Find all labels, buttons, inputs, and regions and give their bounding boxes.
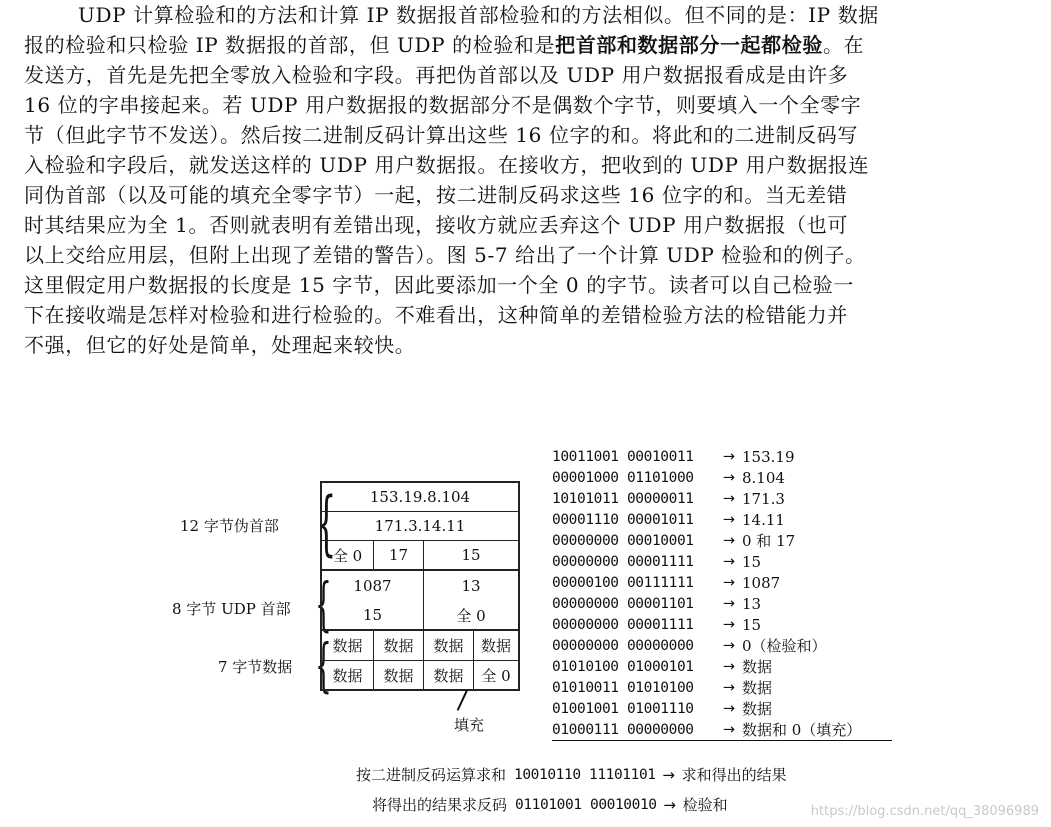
result: 检验和 xyxy=(682,796,728,814)
complement-label: 将得出的结果求反码 xyxy=(372,796,508,814)
complement-row xyxy=(372,794,728,815)
bits: 10010110 11101101 xyxy=(514,766,656,783)
label-data: 7 字节数据 xyxy=(218,658,293,676)
bits: 10011001 00010011 xyxy=(552,448,694,465)
calc-row xyxy=(552,656,772,677)
arrow-icon: → xyxy=(662,765,675,784)
pointer-line xyxy=(457,690,468,711)
cell-src-ip: 153.19.8.104 xyxy=(322,483,518,512)
calc-row xyxy=(552,677,772,698)
cell-dst-port: 13 xyxy=(461,577,481,595)
cell-length: 15 xyxy=(424,541,518,571)
arrow-icon: → xyxy=(722,595,736,612)
cell-pad: 全 0 xyxy=(481,666,511,685)
text-line: 不强，但它的好处是简单，处理起来较快。 xyxy=(24,333,416,357)
brace-udp-header: { xyxy=(315,570,332,638)
calc-row xyxy=(552,446,795,467)
result: 153.19 xyxy=(742,447,795,466)
bits: 00000000 00001111 xyxy=(552,553,694,570)
calc-row xyxy=(552,635,827,656)
cell-data: 数据 xyxy=(374,631,424,661)
result: 求和得出的结果 xyxy=(681,766,787,784)
brace-pseudo-header: { xyxy=(316,482,337,564)
result: 15 xyxy=(742,552,762,571)
result: 8.104 xyxy=(742,468,785,487)
text-line xyxy=(24,30,864,60)
arrow-icon: → xyxy=(722,637,736,654)
text-line: 发送方，首先是先把全零放入检验和字段。再把伪首部以及 UDP 用户数据报看成是由许多 xyxy=(24,63,849,87)
result: 0（检验和） xyxy=(742,637,827,655)
result: 1087 xyxy=(742,573,781,592)
arrow-icon: → xyxy=(722,448,736,465)
calc-row xyxy=(552,593,761,614)
label-padding: 填充 xyxy=(454,716,485,734)
result: 14.11 xyxy=(742,510,785,529)
bits: 01001001 01001110 xyxy=(552,700,694,717)
cell-data: 数据 xyxy=(424,661,474,689)
calc-row xyxy=(552,530,795,551)
arrow-icon: → xyxy=(663,795,676,814)
cell-udp-length: 15 xyxy=(322,601,424,631)
arrow-icon: → xyxy=(722,574,736,591)
brace-data: { xyxy=(315,631,332,699)
arrow-icon: → xyxy=(722,553,736,570)
cell-checksum: 全 0 xyxy=(424,601,518,631)
calc-row xyxy=(552,572,780,593)
sum-label: 按二进制反码运算求和 xyxy=(356,766,507,784)
bits: 00000000 00001111 xyxy=(552,616,694,633)
arrow-icon: → xyxy=(722,490,736,507)
arrow-icon: → xyxy=(722,679,736,696)
calc-row xyxy=(552,509,785,530)
bold-text: 把首部和数据部分一起都检验 xyxy=(555,33,823,57)
cell-data: 数据 xyxy=(322,631,374,661)
cell-data: 数据 xyxy=(424,631,474,661)
text-line: 同伪首部（以及可能的填充全零字节）一起，按二进制反码求这些 16 位字的和。当无差错 xyxy=(24,183,848,207)
text-line: 16 位的字串接起来。若 UDP 用户数据报的数据部分不是偶数个字节，则要填入一个全零字 xyxy=(24,93,862,117)
calc-row xyxy=(552,467,785,488)
cell-protocol: 17 xyxy=(374,541,424,571)
text-line: UDP 计算检验和的方法和计算 IP 数据报首部检验和的方法相似。但不同的是：IP 数据 xyxy=(78,3,879,27)
cell-zero: 全 0 xyxy=(322,541,374,571)
sum-row xyxy=(356,764,787,785)
sum-divider xyxy=(552,740,892,741)
result: 数据 xyxy=(742,700,773,718)
bits: 00000100 00111111 xyxy=(552,574,694,591)
watermark: https://blog.csdn.net/qq_38096989 xyxy=(810,804,1039,819)
text-line: 下在接收端是怎样对检验和进行检验的。不难看出，这种简单的差错检验方法的检错能力并 xyxy=(24,303,848,327)
arrow-icon: → xyxy=(722,511,736,528)
bits: 01010100 01000101 xyxy=(552,658,694,675)
text-line: 以上交给应用层，但附上出现了差错的警告）。图 5-7 给出了一个计算 UDP 检验和的例子。 xyxy=(24,243,866,267)
cell-data: 数据 xyxy=(474,631,518,661)
result: 数据 xyxy=(742,658,773,676)
bits: 10101011 00000011 xyxy=(552,490,694,507)
arrow-icon: → xyxy=(722,700,736,717)
bits: 01010011 01010100 xyxy=(552,679,694,696)
arrow-icon: → xyxy=(722,721,736,738)
text-line: 入检验和字段后，就发送这样的 UDP 用户数据报。在接收方，把收到的 UDP 用户数据报连 xyxy=(24,153,870,177)
cell-data: 数据 xyxy=(374,661,424,689)
text-span: 。在 xyxy=(822,33,865,57)
calc-row xyxy=(552,614,761,635)
text-line: 节（但此字节不发送）。然后按二进制反码计算出这些 16 位字的和。将此和的二进制反码写 xyxy=(24,123,858,147)
packet-table xyxy=(320,481,520,691)
cell-dst-ip: 171.3.14.11 xyxy=(322,512,518,541)
arrow-icon: → xyxy=(722,616,736,633)
arrow-icon: → xyxy=(722,469,736,486)
cell-data: 数据 xyxy=(322,661,374,689)
result: 数据和 0（填充） xyxy=(742,721,862,739)
text-span: 报的检验和只检验 IP 数据报的首部，但 UDP 的检验和是 xyxy=(24,33,556,57)
bits: 00000000 00000000 xyxy=(552,637,694,654)
bits: 00000000 00010001 xyxy=(552,532,694,549)
calc-row xyxy=(552,551,761,572)
calc-row xyxy=(552,488,785,509)
result: 13 xyxy=(742,594,762,613)
label-udp-header: 8 字节 UDP 首部 xyxy=(172,600,291,618)
text-line: 时其结果应为全 1。否则就表明有差错出现，接收方就应丢弃这个 UDP 用户数据报（也可 xyxy=(24,213,848,237)
bits: 01101001 00010010 xyxy=(515,796,657,813)
bits: 00000000 00001101 xyxy=(552,595,694,612)
result: 15 xyxy=(742,615,762,634)
calc-row xyxy=(552,698,772,719)
result: 数据 xyxy=(742,679,773,697)
arrow-icon: → xyxy=(722,658,736,675)
bits: 00001000 01101000 xyxy=(552,469,694,486)
bits: 01000111 00000000 xyxy=(552,721,694,738)
label-pseudo-header: 12 字节伪首部 xyxy=(180,517,279,535)
result: 171.3 xyxy=(742,489,785,508)
calc-row xyxy=(552,719,861,740)
text-line: 这里假定用户数据报的长度是 15 字节，因此要添加一个全 0 的字节。读者可以自己检验一 xyxy=(24,273,855,297)
cell-src-port: 1087 xyxy=(322,571,424,601)
bits: 00001110 00001011 xyxy=(552,511,694,528)
result: 0 和 17 xyxy=(742,532,796,550)
arrow-icon: → xyxy=(722,532,736,549)
